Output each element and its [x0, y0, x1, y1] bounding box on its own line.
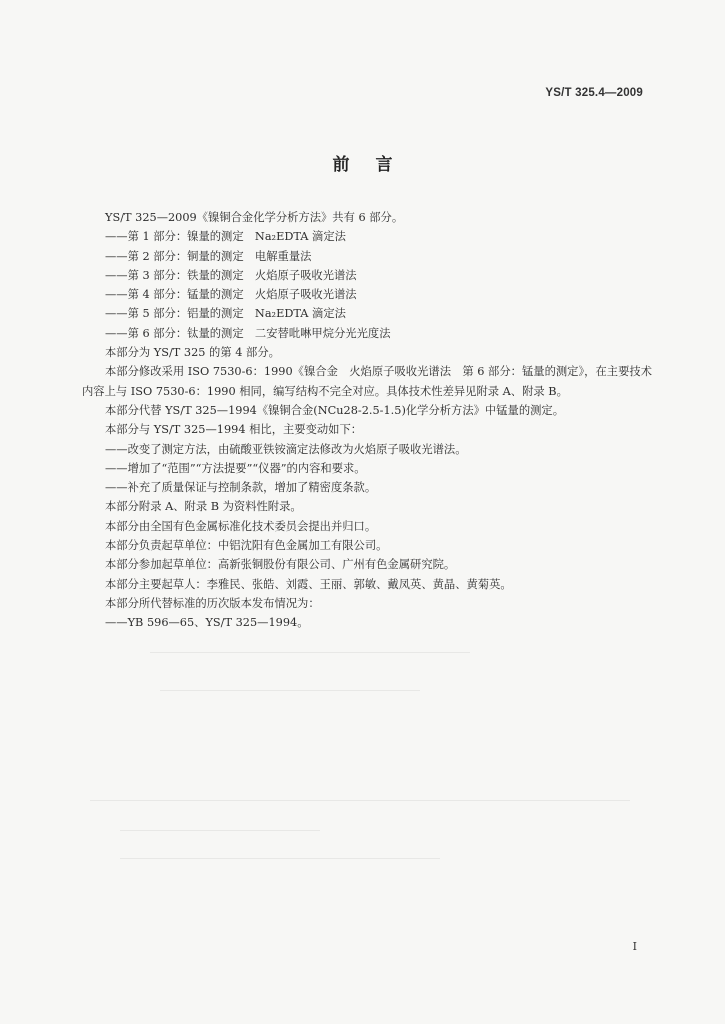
- show-through-line: [90, 800, 630, 801]
- list-item-history: ——YB 596—65、YS/T 325—1994。: [105, 616, 309, 630]
- list-item-part-1: ——第 1 部分：镍量的测定 Na₂EDTA 滴定法: [105, 230, 346, 244]
- document-code: YS/T 325.4—2009: [545, 87, 643, 99]
- paragraph-history-intro: 本部分所代替标准的历次版本发布情况为：: [105, 596, 320, 610]
- list-item-part-6: ——第 6 部分：钛量的测定 二安替吡啉甲烷分光光度法: [105, 326, 391, 340]
- list-item-part-5: ——第 5 部分：铝量的测定 Na₂EDTA 滴定法: [105, 307, 346, 321]
- list-item-change-1: ——改变了测定方法，由硫酸亚铁铵滴定法修改为火焰原子吸收光谱法。: [105, 442, 467, 456]
- page-number: I: [632, 940, 637, 953]
- show-through-line: [160, 690, 420, 691]
- show-through-line: [120, 830, 320, 831]
- list-item-part-2: ——第 2 部分：铜量的测定 电解重量法: [105, 249, 312, 263]
- page-title: 前言: [332, 155, 419, 175]
- paragraph-annexes: 本部分附录 A、附录 B 为资料性附录。: [105, 500, 302, 514]
- paragraph-participating-drafters: 本部分参加起草单位：高新张铜股份有限公司、广州有色金属研究院。: [105, 558, 456, 572]
- show-through-line: [120, 858, 440, 859]
- show-through-line: [150, 652, 470, 653]
- paragraph-lead-drafter: 本部分负责起草单位：中铝沈阳有色金属加工有限公司。: [105, 539, 388, 553]
- foreword-body: [82, 208, 652, 633]
- paragraph-main-drafters: 本部分主要起草人：李雅民、张皓、刘霞、王丽、郭敏、戴凤英、黄晶、黄菊英。: [105, 577, 512, 591]
- paragraph-proposer: 本部分由全国有色金属标准化技术委员会提出并归口。: [105, 519, 377, 533]
- list-item-part-3: ——第 3 部分：铁量的测定 火焰原子吸收光谱法: [105, 268, 357, 282]
- paragraph-iso-adoption: 本部分修改采用 ISO 7530-6：1990《镍合金 火焰原子吸收光谱法 第 6 部分：锰量的测定》，在主要技术内容上与 ISO 7530-6：1990 相同，编写结构不完全对应。具体技术性差异见附录 A、附录 B。: [82, 365, 652, 398]
- paragraph-part-statement: 本部分为 YS/T 325 的第 4 部分。: [105, 346, 280, 360]
- list-item-change-3: ——补充了质量保证与控制条款，增加了精密度条款。: [105, 481, 377, 495]
- list-item-part-4: ——第 4 部分：锰量的测定 火焰原子吸收光谱法: [105, 288, 357, 302]
- list-item-change-2: ——增加了“范围”“方法提要”“仪器”的内容和要求。: [105, 461, 366, 475]
- paragraph-replaces: 本部分代替 YS/T 325—1994《镍铜合金(NCu28-2.5-1.5)化学分析方法》中锰量的测定。: [105, 403, 565, 417]
- paragraph-intro: YS/T 325—2009《镍铜合金化学分析方法》共有 6 部分。: [105, 211, 404, 224]
- paragraph-changes-intro: 本部分与 YS/T 325—1994 相比，主要变动如下：: [105, 423, 363, 437]
